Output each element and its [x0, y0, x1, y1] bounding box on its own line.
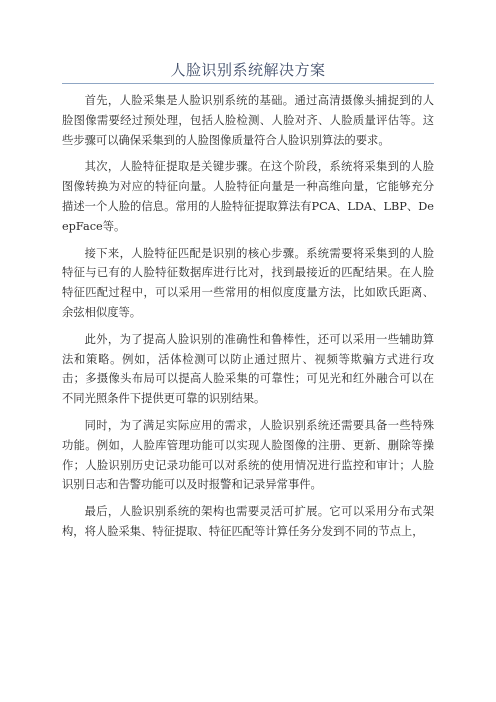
document-body — [62, 91, 434, 549]
paragraph-face-capture: 首先，人脸采集是人脸识别系统的基础。通过高清摄像头捕捉到的人脸图像需要经过预处理，包括人脸检测、人脸对齐、人脸质量评估等。这些步骤可以确保采集到的人脸图像质量符合人脸识别算法的要求。 — [62, 94, 434, 147]
document-title: 人脸识别系统解决方案 — [170, 61, 326, 79]
paragraph-special-functions: 同时，为了满足实际应用的需求，人脸识别系统还需要具备一些特殊功能。例如，人脸库管理功能可以实现人脸图像的注册、更新、删除等操作；人脸识别历史记录功能可以对系统的使用情况进行监控和审计；人脸识别日志和告警功能可以及时报警和记录异常事件。 — [62, 418, 434, 492]
title-divider — [62, 83, 434, 84]
paragraph-auxiliary-algorithms: 此外，为了提高人脸识别的准确性和鲁棒性，还可以采用一些辅助算法和策略。例如，活体检测可以防止通过照片、视频等欺骗方式进行攻击；多摄像头布局可以提高人脸采集的可靠性；可见光和红外融合可以在不同光照条件下提供更可靠的识别结果。 — [62, 332, 434, 406]
paragraph-feature-extraction: 其次，人脸特征提取是关键步骤。在这个阶段，系统将采集到的人脸图像转换为对应的特征向量。人脸特征向量是一种高维向量，它能够充分描述一个人脸的信息。常用的人脸特征提取算法有PCA、LDA、LBP、DeepFace等。 — [62, 160, 434, 233]
paragraph-feature-matching: 接下来，人脸特征匹配是识别的核心步骤。系统需要将采集到的人脸特征与已有的人脸特征数据库进行比对，找到最接近的匹配结果。在人脸特征匹配过程中，可以采用一些常用的相似度度量方法，比如欧氏距离、余弦相似度等。 — [62, 246, 434, 319]
paragraph-architecture: 最后，人脸识别系统的架构也需要灵活可扩展。它可以采用分布式架构，将人脸采集、特征提取、特征匹配等计算任务分发到不同的节点上， — [62, 505, 434, 538]
